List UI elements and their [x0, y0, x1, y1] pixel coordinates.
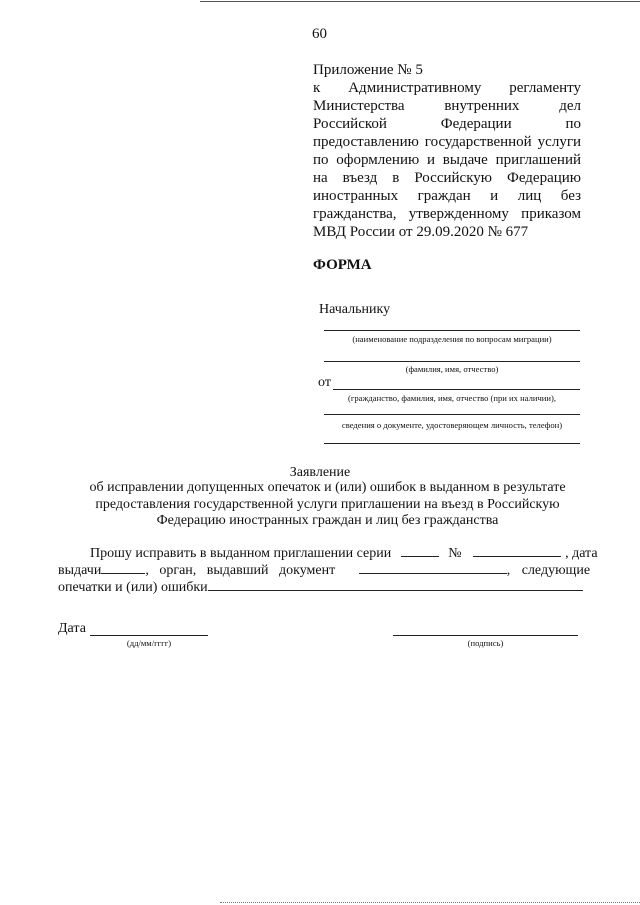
subtitle-line: Федерацию иностранных граждан и лиц без гражданства — [156, 513, 499, 528]
number-field[interactable] — [473, 545, 561, 557]
division-line[interactable] — [324, 330, 580, 331]
appendix-line: Российской Федерации по — [313, 116, 581, 132]
appendix-line: к Административному регламенту — [313, 80, 581, 96]
date-field[interactable] — [90, 635, 208, 636]
appendix-line: предоставлению государственной услуги — [313, 134, 581, 150]
request-text: , дата — [565, 546, 598, 561]
page-number: 60 — [312, 26, 327, 42]
appendix-block — [313, 61, 581, 241]
appendix-line: иностранных граждан и лиц без — [313, 188, 581, 204]
subtitle-line: об исправлении допущенных опечаток и (или) ошибок в выданном в результате — [89, 480, 566, 495]
request-text: опечатки и (или) ошибки — [58, 580, 208, 595]
scan-edge-bottom — [220, 902, 640, 903]
statement-subtitle — [70, 480, 585, 530]
appendix-line: МВД России от 29.09.2020 № 677 — [313, 224, 529, 240]
division-caption: (наименование подразделения по вопросам миграции) — [352, 334, 552, 344]
request-text: Прошу исправить в выданном приглашении серии — [90, 546, 392, 561]
request-text: , орган, выдавший документ — [145, 563, 336, 578]
appendix-title: Приложение № 5 — [313, 62, 423, 78]
request-text: выдачи — [58, 563, 102, 578]
appendix-line: гражданства, утвержденному приказом — [313, 206, 581, 222]
appendix-line: по оформлению и выдаче приглашений — [313, 152, 581, 168]
signature-field[interactable] — [393, 635, 578, 636]
phone-line[interactable] — [324, 443, 580, 444]
issuer-field[interactable] — [359, 562, 507, 574]
request-line-3 — [58, 579, 583, 596]
request-line-2 — [58, 562, 590, 579]
subtitle-line: предоставления государственной услуги приглашении на въезд в Российскую — [95, 496, 560, 512]
fullname-caption: (фамилия, имя, отчество) — [405, 364, 499, 374]
form-heading: ФОРМА — [313, 257, 372, 273]
statement-title: Заявление — [289, 465, 351, 480]
from-label: от — [318, 375, 331, 390]
addressee-label: Начальнику — [319, 302, 391, 317]
citizenship-caption: (гражданство, фамилия, имя, отчество (при их наличии), — [348, 393, 556, 403]
date-label: Дата — [58, 621, 86, 636]
number-sign: № — [448, 546, 462, 561]
applicant-line[interactable] — [333, 389, 580, 390]
appendix-line: Министерства внутренних дел — [313, 98, 581, 114]
errors-field[interactable] — [208, 579, 583, 591]
scan-edge-top — [200, 1, 640, 2]
fullname-line[interactable] — [324, 361, 580, 362]
date-caption: (дд/мм/гггг) — [126, 638, 172, 648]
document-caption: сведения о документе, удостоверяющем личность, телефон) — [341, 420, 563, 430]
request-text: , следующие — [506, 563, 591, 578]
signature-caption: (подпись) — [467, 638, 504, 648]
appendix-line: на въезд в Российскую Федерацию — [313, 170, 581, 186]
issue-date-field[interactable] — [101, 562, 145, 574]
request-line-1 — [90, 545, 598, 562]
document-line[interactable] — [324, 414, 580, 415]
series-field[interactable] — [401, 545, 439, 557]
